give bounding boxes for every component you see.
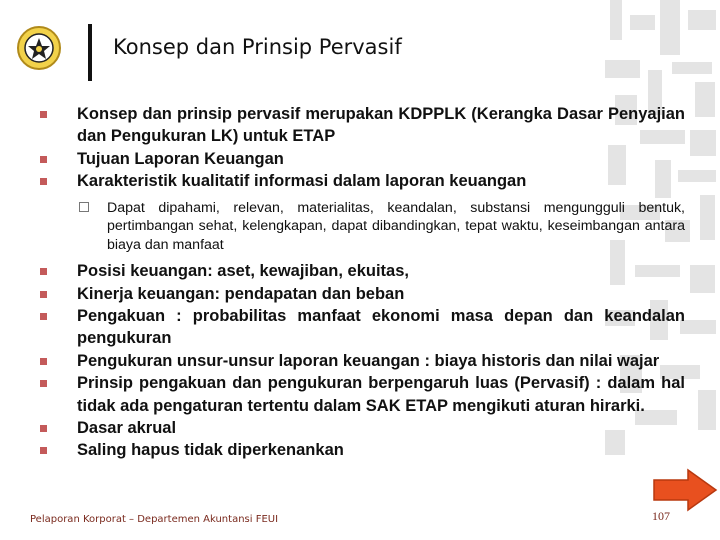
- slide-title: Konsep dan Prinsip Pervasif: [113, 35, 402, 59]
- sub-bullet-text: Dapat dipahami, relevan, materialitas, keandalan, substansi mengungguli bentuk, pertimbangan sehat, kelengkapan, dapat dibandingkan, tepat waktu, keseimbangan antara biaya dan manfaat: [107, 199, 685, 253]
- bullet-marker: [40, 358, 47, 365]
- title-divider: [88, 24, 92, 81]
- next-arrow-icon[interactable]: [652, 468, 718, 512]
- bullet-marker: [40, 313, 47, 320]
- bullet-text: Dasar akrual: [77, 418, 177, 437]
- bullet-marker: [40, 156, 47, 163]
- bullet-text: Tujuan Laporan Keuangan: [77, 149, 284, 168]
- bullet-text: Pengakuan : probabilitas manfaat ekonomi masa depan dan keandalan pengukuran: [77, 306, 685, 348]
- page-number: 107: [652, 509, 670, 523]
- bullet-marker: [40, 178, 47, 185]
- bullet-text: Pengukuran unsur-unsur laporan keuangan : biaya historis dan nilai wajar: [77, 351, 660, 370]
- bullet-item: [40, 170, 685, 192]
- bullet-text: Saling hapus tidak diperkenankan: [77, 441, 344, 460]
- bullet-marker: [40, 268, 47, 275]
- university-crest-icon: [16, 25, 62, 71]
- bullet-item: [40, 417, 685, 439]
- bullet-item: [40, 148, 685, 170]
- bullet-marker: [40, 291, 47, 298]
- bullet-item: [40, 305, 685, 350]
- bullet-item: [40, 350, 685, 372]
- bullet-marker: [40, 380, 47, 387]
- bullet-item: [40, 103, 685, 148]
- sub-bullet-item: [107, 199, 685, 255]
- bullet-item: [40, 439, 685, 461]
- bullet-text: Karakteristik kualitatif informasi dalam laporan keuangan: [77, 172, 527, 191]
- bullet-text: Kinerja keuangan: pendapatan dan beban: [77, 284, 405, 303]
- checkbox-bullet-icon: [79, 202, 89, 212]
- bullet-marker: [40, 447, 47, 454]
- bullet-text: Prinsip pengakuan dan pengukuran berpengaruh luas (Pervasif) : dalam hal tidak ada pengaturan tertentu dalam SAK ETAP mengikuti aturan hirarki.: [77, 374, 685, 415]
- footer-text: Pelaporan Korporat – Departemen Akuntansi FEUI: [30, 514, 279, 525]
- bullet-item: [40, 372, 685, 417]
- bullet-item: [40, 283, 685, 305]
- bullet-text: Posisi keuangan: aset, kewajiban, ekuitas,: [77, 262, 409, 281]
- bullet-text: Konsep dan prinsip pervasif merupakan KDPPLK (Kerangka Dasar Penyajian dan Pengukuran LK) untuk ETAP: [77, 105, 685, 146]
- bullet-marker: [40, 425, 47, 432]
- bullet-marker: [40, 111, 47, 118]
- slide-content: [40, 103, 685, 462]
- bullet-item: [40, 260, 685, 282]
